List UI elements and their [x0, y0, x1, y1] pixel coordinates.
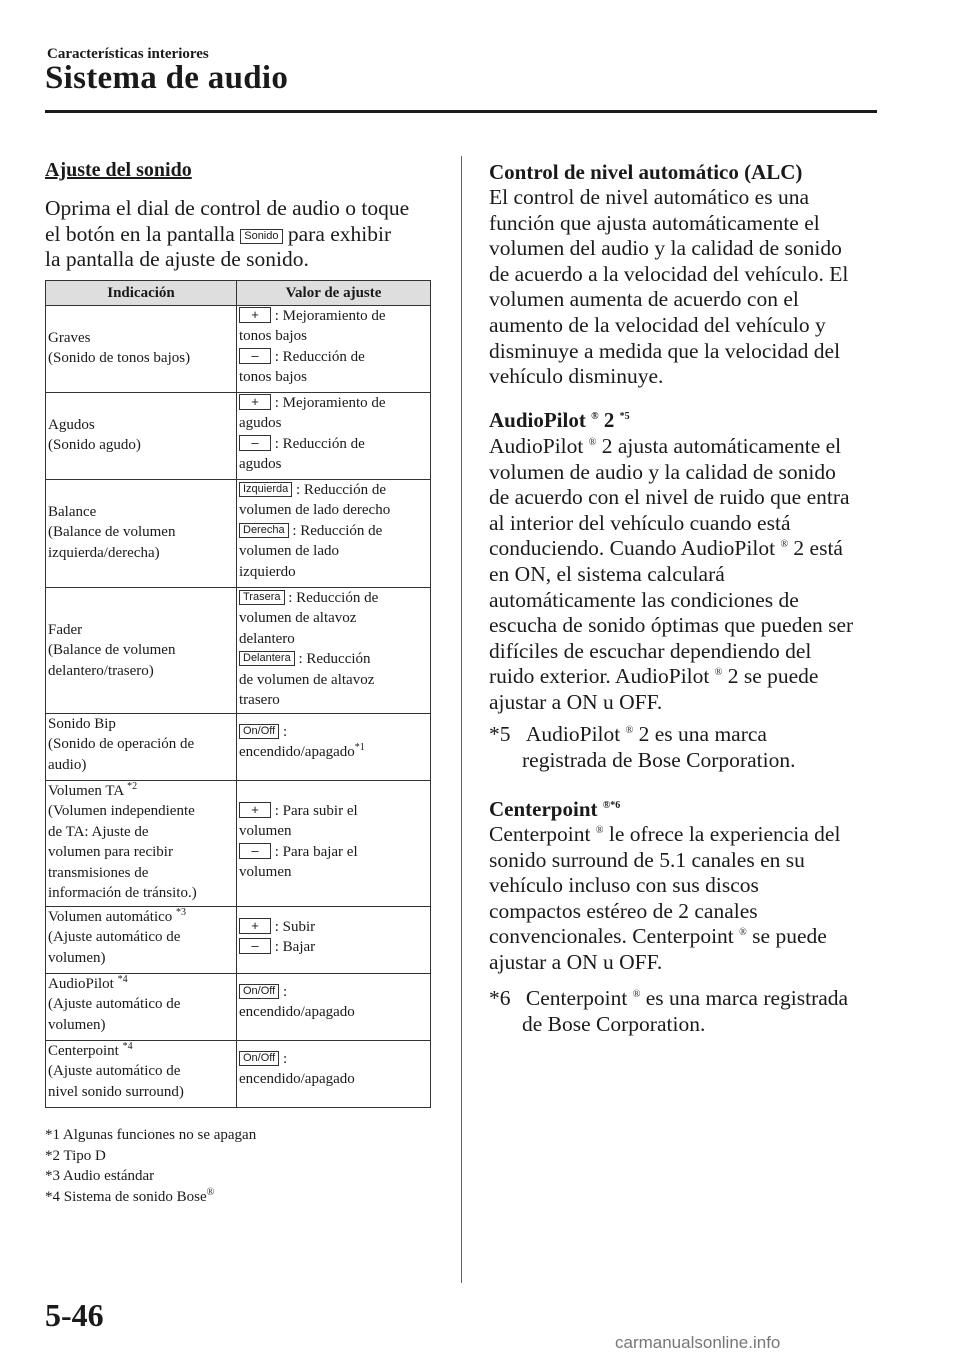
footnote-ref: *4	[122, 1041, 133, 1052]
value-text: : Reducción de	[296, 482, 386, 498]
value-text: : Para bajar el	[274, 843, 358, 860]
text-line: ajustar a ON u OFF.	[489, 689, 663, 714]
on-off-button[interactable]: On/Off	[239, 1051, 279, 1066]
centerpoint-paragraph	[489, 822, 909, 976]
text-line: automáticamente las condiciones de	[489, 587, 799, 612]
registered-mark: ®	[591, 411, 599, 422]
trasera-button[interactable]: Trasera	[239, 590, 285, 605]
intro-line: Oprima el dial de control de audio o toque	[45, 196, 410, 220]
row-label: volumen)	[48, 1016, 106, 1033]
value-text: : Subir	[274, 919, 316, 935]
table-header-row	[46, 281, 431, 306]
note-text: registrada de Bose Corporation.	[522, 747, 796, 772]
text-line: volumen aumenta de acuerdo con el	[489, 287, 799, 312]
footnote-ref: *2	[127, 781, 138, 792]
table-row	[46, 907, 431, 974]
footnote-ref: *1	[354, 742, 365, 754]
text-line: de acuerdo con el nivel de ruido que entra	[489, 485, 850, 510]
value-text: izquierdo	[239, 563, 296, 580]
row-label: Sonido Bip	[48, 716, 116, 732]
column-divider	[461, 156, 462, 1283]
registered-mark: ®	[206, 1186, 215, 1198]
minus-button[interactable]: –	[239, 938, 271, 954]
table-row	[46, 480, 431, 588]
value-text: trasero	[239, 692, 280, 709]
row-label: Volumen TA	[48, 783, 124, 799]
table-row	[46, 393, 431, 480]
row-label: Fader	[48, 622, 83, 638]
row-label: volumen)	[48, 949, 106, 966]
alc-heading: Control de nivel automático (ALC)	[489, 160, 803, 184]
audiopilot-heading	[489, 408, 630, 433]
derecha-button[interactable]: Derecha	[239, 523, 289, 538]
text-line: compactos estéreo de 2 canales	[489, 898, 758, 923]
note-text: es una marca registrada	[645, 986, 849, 1010]
plus-button[interactable]: +	[239, 394, 271, 410]
text-line: le ofrece la experiencia del	[608, 822, 841, 846]
row-label: (Balance de volumen	[48, 524, 176, 541]
centerpoint-heading	[489, 797, 620, 822]
table-row	[46, 1041, 431, 1108]
value-text: : Reducción de	[274, 348, 365, 365]
text-line: aumento de la velocidad del vehículo y	[489, 312, 826, 337]
footnote: *4 Sistema de sonido Bose	[45, 1188, 207, 1205]
text-line: vehículo disminuye.	[489, 364, 664, 389]
footnote-6	[489, 986, 848, 1037]
row-label: izquierda/derecha)	[48, 544, 160, 561]
value-text: volumen	[239, 823, 292, 840]
row-label: Agudos	[48, 417, 95, 433]
footnote: *2 Tipo D	[45, 1147, 106, 1164]
value-text: encendido/apagado	[239, 1004, 355, 1021]
value-text: : Mejoramiento de	[274, 395, 386, 411]
minus-button[interactable]: –	[239, 348, 271, 364]
text-line: difíciles de escuchar dependiendo del	[489, 638, 812, 663]
row-label: Graves	[48, 330, 91, 346]
text-line: convencionales. Centerpoint	[489, 924, 734, 949]
text-line: se puede	[752, 924, 827, 949]
table-row	[46, 974, 431, 1041]
text-line: ruido exterior. AudioPilot	[489, 664, 710, 689]
sound-settings-table	[45, 280, 431, 1108]
row-label: Volumen automático	[48, 909, 173, 925]
intro-line: para exhibir	[287, 221, 392, 246]
value-text: : Reducción de	[274, 435, 365, 452]
registered-mark: ®	[595, 824, 604, 836]
value-text: encendido/apagado	[239, 744, 355, 761]
title-rule	[45, 110, 877, 113]
row-label: Centerpoint	[48, 1043, 119, 1059]
note-mark: *5	[489, 722, 511, 746]
footnote-ref: *3	[176, 907, 187, 918]
value-text: : Reducción de	[292, 522, 383, 539]
row-label: (Sonido de tonos bajos)	[48, 350, 191, 367]
table-row	[46, 714, 431, 781]
registered-mark: ®	[739, 927, 747, 939]
value-text: :	[282, 1051, 288, 1067]
value-text: : Reducción de	[288, 590, 379, 606]
value-text: : Mejoramiento de	[274, 308, 386, 324]
page-title: Sistema de audio	[45, 60, 289, 96]
footnote-ref: ®*6	[602, 800, 621, 811]
text-line: El control de nivel automático es una	[489, 185, 810, 209]
row-label: volumen para recibir	[48, 844, 173, 861]
row-label: audio)	[48, 756, 87, 773]
row-label: información de tránsito.)	[48, 885, 197, 902]
text-line: función que ajusta automáticamente el	[489, 210, 820, 235]
text-line: Centerpoint	[489, 822, 591, 846]
delantera-button[interactable]: Delantera	[239, 651, 295, 666]
minus-button[interactable]: –	[239, 843, 271, 859]
heading-text: AudioPilot	[489, 408, 586, 432]
minus-button[interactable]: –	[239, 435, 271, 451]
table-row	[46, 781, 431, 907]
value-text: : Bajar	[274, 939, 316, 956]
row-label: (Ajuste automático de	[48, 996, 181, 1013]
text-line: 2 se puede	[727, 664, 819, 689]
registered-mark: ®	[780, 539, 789, 551]
page-number: 5-46	[45, 1297, 104, 1333]
heading-text: Centerpoint	[489, 797, 598, 821]
value-text: agudos	[239, 456, 282, 473]
value-text: volumen de lado	[239, 543, 339, 560]
text-line: 2 está	[793, 536, 843, 561]
intro-line: la pantalla de ajuste de sonido.	[45, 247, 309, 272]
text-line: ajustar a ON u OFF.	[489, 949, 663, 974]
on-off-button[interactable]: On/Off	[239, 724, 279, 739]
value-text: :	[282, 724, 288, 740]
text-line: al interior del vehículo cuando está	[489, 510, 791, 535]
value-text: volumen de altavoz	[239, 610, 357, 627]
audiopilot-paragraph	[489, 434, 909, 716]
registered-mark: ®	[625, 724, 634, 736]
text-line: conduciendo. Cuando AudioPilot	[489, 536, 776, 561]
izquierda-button[interactable]: Izquierda	[239, 482, 292, 497]
text-line: escucha de sonido óptimas que pueden ser	[489, 613, 854, 638]
row-label: (Balance de volumen	[48, 642, 176, 659]
text-line: AudioPilot	[489, 434, 584, 458]
value-text: tonos bajos	[239, 328, 307, 345]
value-text: delantero	[239, 630, 295, 647]
row-label: (Ajuste automático de	[48, 929, 181, 946]
row-label: (Ajuste automático de	[48, 1063, 181, 1080]
col-header-valor: Valor de ajuste	[237, 281, 431, 306]
footnote-ref: *4	[117, 974, 128, 985]
footnote: *1 Algunas funciones no se apagan	[45, 1127, 257, 1143]
footnotes	[45, 1125, 256, 1207]
footnote: *3 Audio estándar	[45, 1168, 155, 1184]
text-line: en ON, el sistema calculará	[489, 561, 725, 586]
value-text: agudos	[239, 415, 282, 432]
alc-paragraph	[489, 185, 889, 390]
row-label: transmisiones de	[48, 864, 149, 881]
row-label: (Sonido de operación de	[48, 736, 195, 753]
value-text: encendido/apagado	[239, 1071, 355, 1088]
note-text: Centerpoint	[525, 986, 628, 1010]
sound-adjust-heading: Ajuste del sonido	[45, 159, 192, 181]
heading-text: 2	[603, 408, 615, 432]
text-line: disminuye a medida que la velocidad del	[489, 338, 841, 363]
plus-button[interactable]: +	[239, 918, 271, 934]
footnote-5	[489, 722, 795, 773]
plus-button[interactable]: +	[239, 307, 271, 323]
section-label: Características interiores	[47, 46, 209, 62]
intro-paragraph	[45, 196, 445, 273]
text-line: vehículo incluso con sus discos	[489, 873, 759, 898]
row-label: de TA: Ajuste de	[48, 823, 149, 840]
text-line: sonido surround de 5.1 canales en su	[489, 847, 805, 872]
text-line: volumen del audio y la calidad de sonido	[489, 236, 842, 261]
plus-button[interactable]: +	[239, 802, 271, 818]
intro-line: el botón en la pantalla	[45, 221, 235, 246]
note-text: 2 es una marca	[638, 722, 767, 746]
text-line: volumen de audio y la calidad de sonido	[489, 459, 836, 484]
table-row	[46, 588, 431, 714]
text-line: 2 ajusta automáticamente el	[601, 434, 842, 458]
row-label: Balance	[48, 504, 97, 520]
note-text: de Bose Corporation.	[522, 1011, 706, 1036]
registered-mark: ®	[632, 988, 641, 1000]
table-row	[46, 306, 431, 393]
row-label: (Volumen independiente	[48, 803, 195, 820]
row-label: nivel sonido surround)	[48, 1083, 184, 1100]
on-off-button[interactable]: On/Off	[239, 984, 279, 999]
value-text: tonos bajos	[239, 369, 307, 386]
value-text: : Para subir el	[274, 803, 358, 819]
watermark: carmanualsonline.info	[615, 1333, 781, 1352]
text-line: de acuerdo a la velocidad del vehículo. El	[489, 261, 849, 286]
row-label: AudioPilot	[48, 976, 114, 992]
value-text: : Reducción	[298, 651, 371, 668]
registered-mark: ®	[588, 436, 597, 448]
note-text: AudioPilot	[525, 722, 621, 746]
col-header-indicacion: Indicación	[46, 281, 237, 306]
footnote-ref: *5	[619, 411, 630, 422]
row-label: (Sonido agudo)	[48, 437, 141, 454]
sonido-button[interactable]: Sonido	[240, 229, 282, 244]
value-text: volumen de lado derecho	[239, 502, 391, 519]
value-text: :	[282, 984, 288, 1000]
registered-mark: ®	[714, 667, 723, 679]
value-text: de volumen de altavoz	[239, 671, 375, 688]
note-mark: *6	[489, 986, 511, 1010]
value-text: volumen	[239, 864, 292, 881]
row-label: delantero/trasero)	[48, 662, 154, 679]
